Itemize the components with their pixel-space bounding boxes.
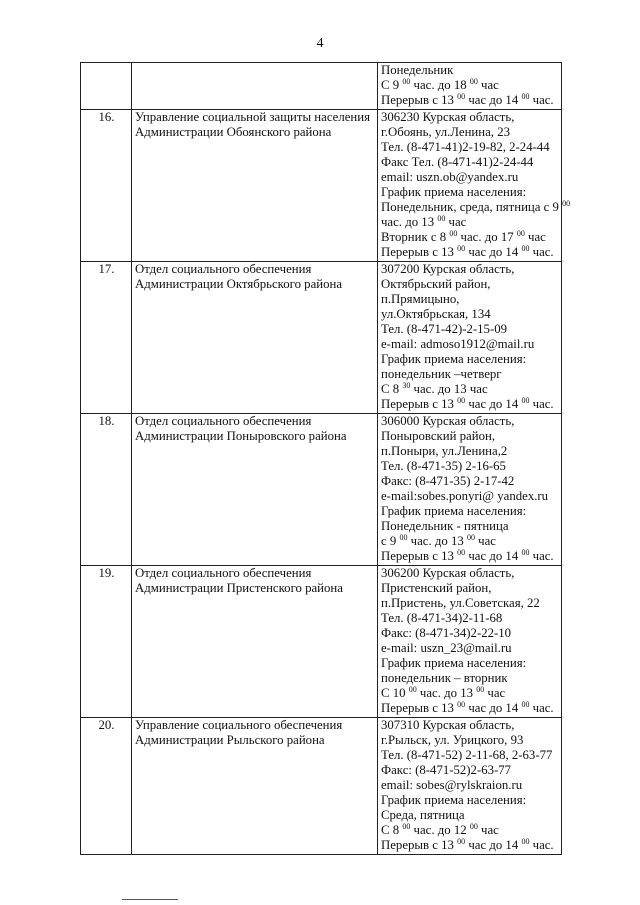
row-number: 19. xyxy=(81,566,132,718)
contact-text: п.Поныри, ул.Ленина,2 xyxy=(381,444,508,458)
contact-text: График приема населения: xyxy=(381,793,527,807)
table-row xyxy=(81,566,562,718)
contact-text: час. xyxy=(529,245,554,259)
contact-text: График приема населения: xyxy=(381,656,527,670)
time-superscript: 00 xyxy=(469,77,478,86)
contact-line xyxy=(381,718,559,733)
contact-line xyxy=(381,170,559,185)
row-number xyxy=(81,63,132,110)
contact-line xyxy=(381,778,559,793)
time-superscript: 00 xyxy=(466,533,475,542)
contact-text: час. до 13 час xyxy=(410,382,488,396)
contact-line xyxy=(381,245,559,260)
contact-text: Перерыв с 13 xyxy=(381,701,458,715)
contact-line xyxy=(381,656,559,671)
contact-text: Октябрьский район, xyxy=(381,277,491,291)
contact-text: час. xyxy=(529,93,554,107)
office-name: Управление социальной защиты населения Администрации Обоянского района xyxy=(132,110,378,262)
contact-line xyxy=(381,519,559,534)
contact-text: п.Пристень, ул.Советская, 22 xyxy=(381,596,540,610)
office-contacts xyxy=(378,63,562,110)
time-superscript: 00 xyxy=(476,685,485,694)
contact-text: e-mail:sobes.ponyri@ yandex.ru xyxy=(381,489,549,503)
footer-rule xyxy=(122,899,178,900)
table-row xyxy=(81,63,562,110)
contact-text: График приема населения: xyxy=(381,352,527,366)
contact-text: час xyxy=(474,534,496,548)
contact-text: Пристенский район, xyxy=(381,581,492,595)
contact-text: час. до 13 xyxy=(416,686,477,700)
contact-text: Перерыв с 13 xyxy=(381,245,458,259)
contact-text: час до 14 xyxy=(465,549,522,563)
contact-line xyxy=(381,337,559,352)
contact-line xyxy=(381,611,559,626)
contact-text: Факс Тел. (8-471-41)2-24-44 xyxy=(381,155,534,169)
contact-line xyxy=(381,581,559,596)
page-number: 4 xyxy=(316,36,324,51)
time-superscript: 00 xyxy=(562,199,571,208)
contact-text: Тел. (8-471-42)-2-15-09 xyxy=(381,322,508,336)
contact-text: час. до 18 xyxy=(410,78,470,92)
contact-line xyxy=(381,414,559,429)
contact-text: с 9 xyxy=(381,534,400,548)
contact-line xyxy=(381,382,559,397)
contact-text: С 8 xyxy=(381,382,403,396)
contact-line xyxy=(381,63,559,78)
contact-line xyxy=(381,671,559,686)
contact-text: час до 14 xyxy=(465,93,522,107)
contact-text: С 8 xyxy=(381,823,403,837)
office-contacts xyxy=(378,262,562,414)
contact-text: понедельник –четверг xyxy=(381,367,502,381)
contact-text: График приема населения: xyxy=(381,504,527,518)
contact-line xyxy=(381,352,559,367)
contact-text: Перерыв с 13 xyxy=(381,93,458,107)
contact-line xyxy=(381,307,559,322)
time-superscript: 00 xyxy=(521,92,530,101)
contact-text: г.Обоянь, ул.Ленина, 23 xyxy=(381,125,510,139)
office-contacts xyxy=(378,414,562,566)
contact-line xyxy=(381,808,559,823)
contact-line xyxy=(381,641,559,656)
contact-text: Понедельник xyxy=(381,63,454,77)
contact-text: Тел. (8-471-35) 2-16-65 xyxy=(381,459,506,473)
contact-line xyxy=(381,489,559,504)
time-superscript: 00 xyxy=(516,229,525,238)
contact-text: 306000 Курская область, xyxy=(381,414,515,428)
contact-text: С 9 xyxy=(381,78,403,92)
contact-text: Факс: (8-471-34)2-22-10 xyxy=(381,626,512,640)
time-superscript: 00 xyxy=(457,548,466,557)
contact-text: Тел. (8-471-41)2-19-82, 2-24-44 xyxy=(381,140,550,154)
time-superscript: 00 xyxy=(469,822,478,831)
time-superscript: 00 xyxy=(521,244,530,253)
contact-text: час до 14 xyxy=(465,838,522,852)
contact-text: час до 14 xyxy=(465,701,522,715)
office-name: Отдел социального обеспечения Администрации Октябрьского района xyxy=(132,262,378,414)
contact-text: понедельник – вторник xyxy=(381,671,508,685)
contact-text: час xyxy=(477,823,499,837)
contact-line xyxy=(381,838,559,853)
contact-text: Вторник с 8 xyxy=(381,230,450,244)
table-row xyxy=(81,718,562,855)
contact-text: email: sobes@rylskraion.ru xyxy=(381,778,523,792)
contact-text: п.Прямицыно, xyxy=(381,292,460,306)
contact-line xyxy=(381,596,559,611)
contact-text: час xyxy=(524,230,546,244)
contact-text: 307310 Курская область, xyxy=(381,718,515,732)
contact-text: ул.Октябрьская, 134 xyxy=(381,307,491,321)
contact-text: час. до 13 xyxy=(407,534,467,548)
contact-text: Понедельник, среда, пятница с 9 xyxy=(381,200,563,214)
contact-line xyxy=(381,215,559,230)
contact-line xyxy=(381,125,559,140)
contact-text: час. xyxy=(529,701,554,715)
contact-text: час до 14 xyxy=(465,245,522,259)
contact-text: час. до 13 xyxy=(381,215,438,229)
office-name: Отдел социального обеспечения Администрации Пристенского района xyxy=(132,566,378,718)
time-superscript: 00 xyxy=(408,685,417,694)
contact-line xyxy=(381,140,559,155)
contact-text: Перерыв с 13 xyxy=(381,838,458,852)
contact-text: час до 14 xyxy=(465,397,522,411)
contact-text: Понедельник - пятница xyxy=(381,519,509,533)
time-superscript: 00 xyxy=(521,548,530,557)
contact-text: email: uszn.ob@yandex.ru xyxy=(381,170,519,184)
contact-line xyxy=(381,793,559,808)
contact-text: час. xyxy=(529,397,554,411)
time-superscript: 00 xyxy=(521,396,530,405)
contact-text: e-mail: uszn_23@mail.ru xyxy=(381,641,512,655)
offices-table xyxy=(80,62,571,855)
time-superscript: 00 xyxy=(521,837,530,846)
contact-line xyxy=(381,199,571,215)
table-row xyxy=(81,110,562,262)
contact-line xyxy=(381,733,559,748)
contact-text: 306230 Курская область, xyxy=(381,110,515,124)
time-superscript: 00 xyxy=(457,244,466,253)
contact-text: Перерыв с 13 xyxy=(381,549,458,563)
contact-line xyxy=(381,701,559,716)
contact-text: Поныровский район, xyxy=(381,429,496,443)
contact-text: час. до 12 xyxy=(410,823,470,837)
table-row xyxy=(81,414,562,566)
contact-line xyxy=(381,322,559,337)
contact-text: Тел. (8-471-34)2-11-68 xyxy=(381,611,503,625)
row-number: 17. xyxy=(81,262,132,414)
contact-line xyxy=(381,474,559,489)
contact-line xyxy=(381,429,559,444)
contact-text: час. xyxy=(529,838,554,852)
time-superscript: 00 xyxy=(457,92,466,101)
contact-text: час. до 17 xyxy=(457,230,517,244)
contact-text: Тел. (8-471-52) 2-11-68, 2-63-77 xyxy=(381,748,553,762)
contact-line xyxy=(381,823,559,838)
contact-line xyxy=(381,549,559,564)
contact-line xyxy=(381,93,559,108)
office-name: Отдел социального обеспечения Администрации Поныровского района xyxy=(132,414,378,566)
contact-line xyxy=(381,277,559,292)
contact-text: Факс: (8-471-35) 2-17-42 xyxy=(381,474,515,488)
contact-text: час. xyxy=(529,549,554,563)
contact-line xyxy=(381,262,559,277)
office-contacts xyxy=(378,718,562,855)
time-superscript: 00 xyxy=(402,822,411,831)
contact-text: г.Рыльск, ул. Урицкого, 93 xyxy=(381,733,524,747)
time-superscript: 00 xyxy=(521,700,530,709)
contact-text: Перерыв с 13 xyxy=(381,397,458,411)
contact-text: 306200 Курская область, xyxy=(381,566,515,580)
time-superscript: 00 xyxy=(437,214,446,223)
time-superscript: 00 xyxy=(457,700,466,709)
contact-text: Среда, пятница xyxy=(381,808,465,822)
office-name: Управление социального обеспечения Администрации Рыльского района xyxy=(132,718,378,855)
contact-line xyxy=(381,292,559,307)
contact-line xyxy=(381,459,559,474)
contact-text: час xyxy=(484,686,506,700)
contact-text: 307200 Курская область, xyxy=(381,262,515,276)
contact-line xyxy=(381,534,559,549)
time-superscript: 00 xyxy=(402,77,411,86)
time-superscript: 00 xyxy=(449,229,458,238)
contact-line xyxy=(381,155,559,170)
office-name xyxy=(132,63,378,110)
contact-text: Факс: (8-471-52)2-63-77 xyxy=(381,763,512,777)
contact-text: час xyxy=(477,78,499,92)
contact-text: График приема населения: xyxy=(381,185,527,199)
row-number: 20. xyxy=(81,718,132,855)
contact-line xyxy=(381,397,559,412)
contact-line xyxy=(381,748,559,763)
contact-line xyxy=(381,626,559,641)
contact-text: С 10 xyxy=(381,686,409,700)
contact-text: час xyxy=(445,215,467,229)
contact-line xyxy=(381,78,559,93)
contact-line xyxy=(381,230,559,245)
row-number: 18. xyxy=(81,414,132,566)
contact-line xyxy=(381,686,559,701)
contact-line xyxy=(381,763,559,778)
contact-line xyxy=(381,566,559,581)
table-row xyxy=(81,262,562,414)
time-superscript: 30 xyxy=(402,381,411,390)
contact-line xyxy=(381,185,559,200)
contact-line xyxy=(381,110,559,125)
row-number: 16. xyxy=(81,110,132,262)
office-contacts xyxy=(378,566,562,718)
contact-text: e-mail: admoso1912@mail.ru xyxy=(381,337,535,351)
contact-line xyxy=(381,367,559,382)
time-superscript: 00 xyxy=(457,837,466,846)
contact-line xyxy=(381,504,559,519)
time-superscript: 00 xyxy=(457,396,466,405)
time-superscript: 00 xyxy=(399,533,408,542)
office-contacts xyxy=(378,110,571,262)
contact-line xyxy=(381,444,559,459)
offices-table-body xyxy=(81,63,571,855)
